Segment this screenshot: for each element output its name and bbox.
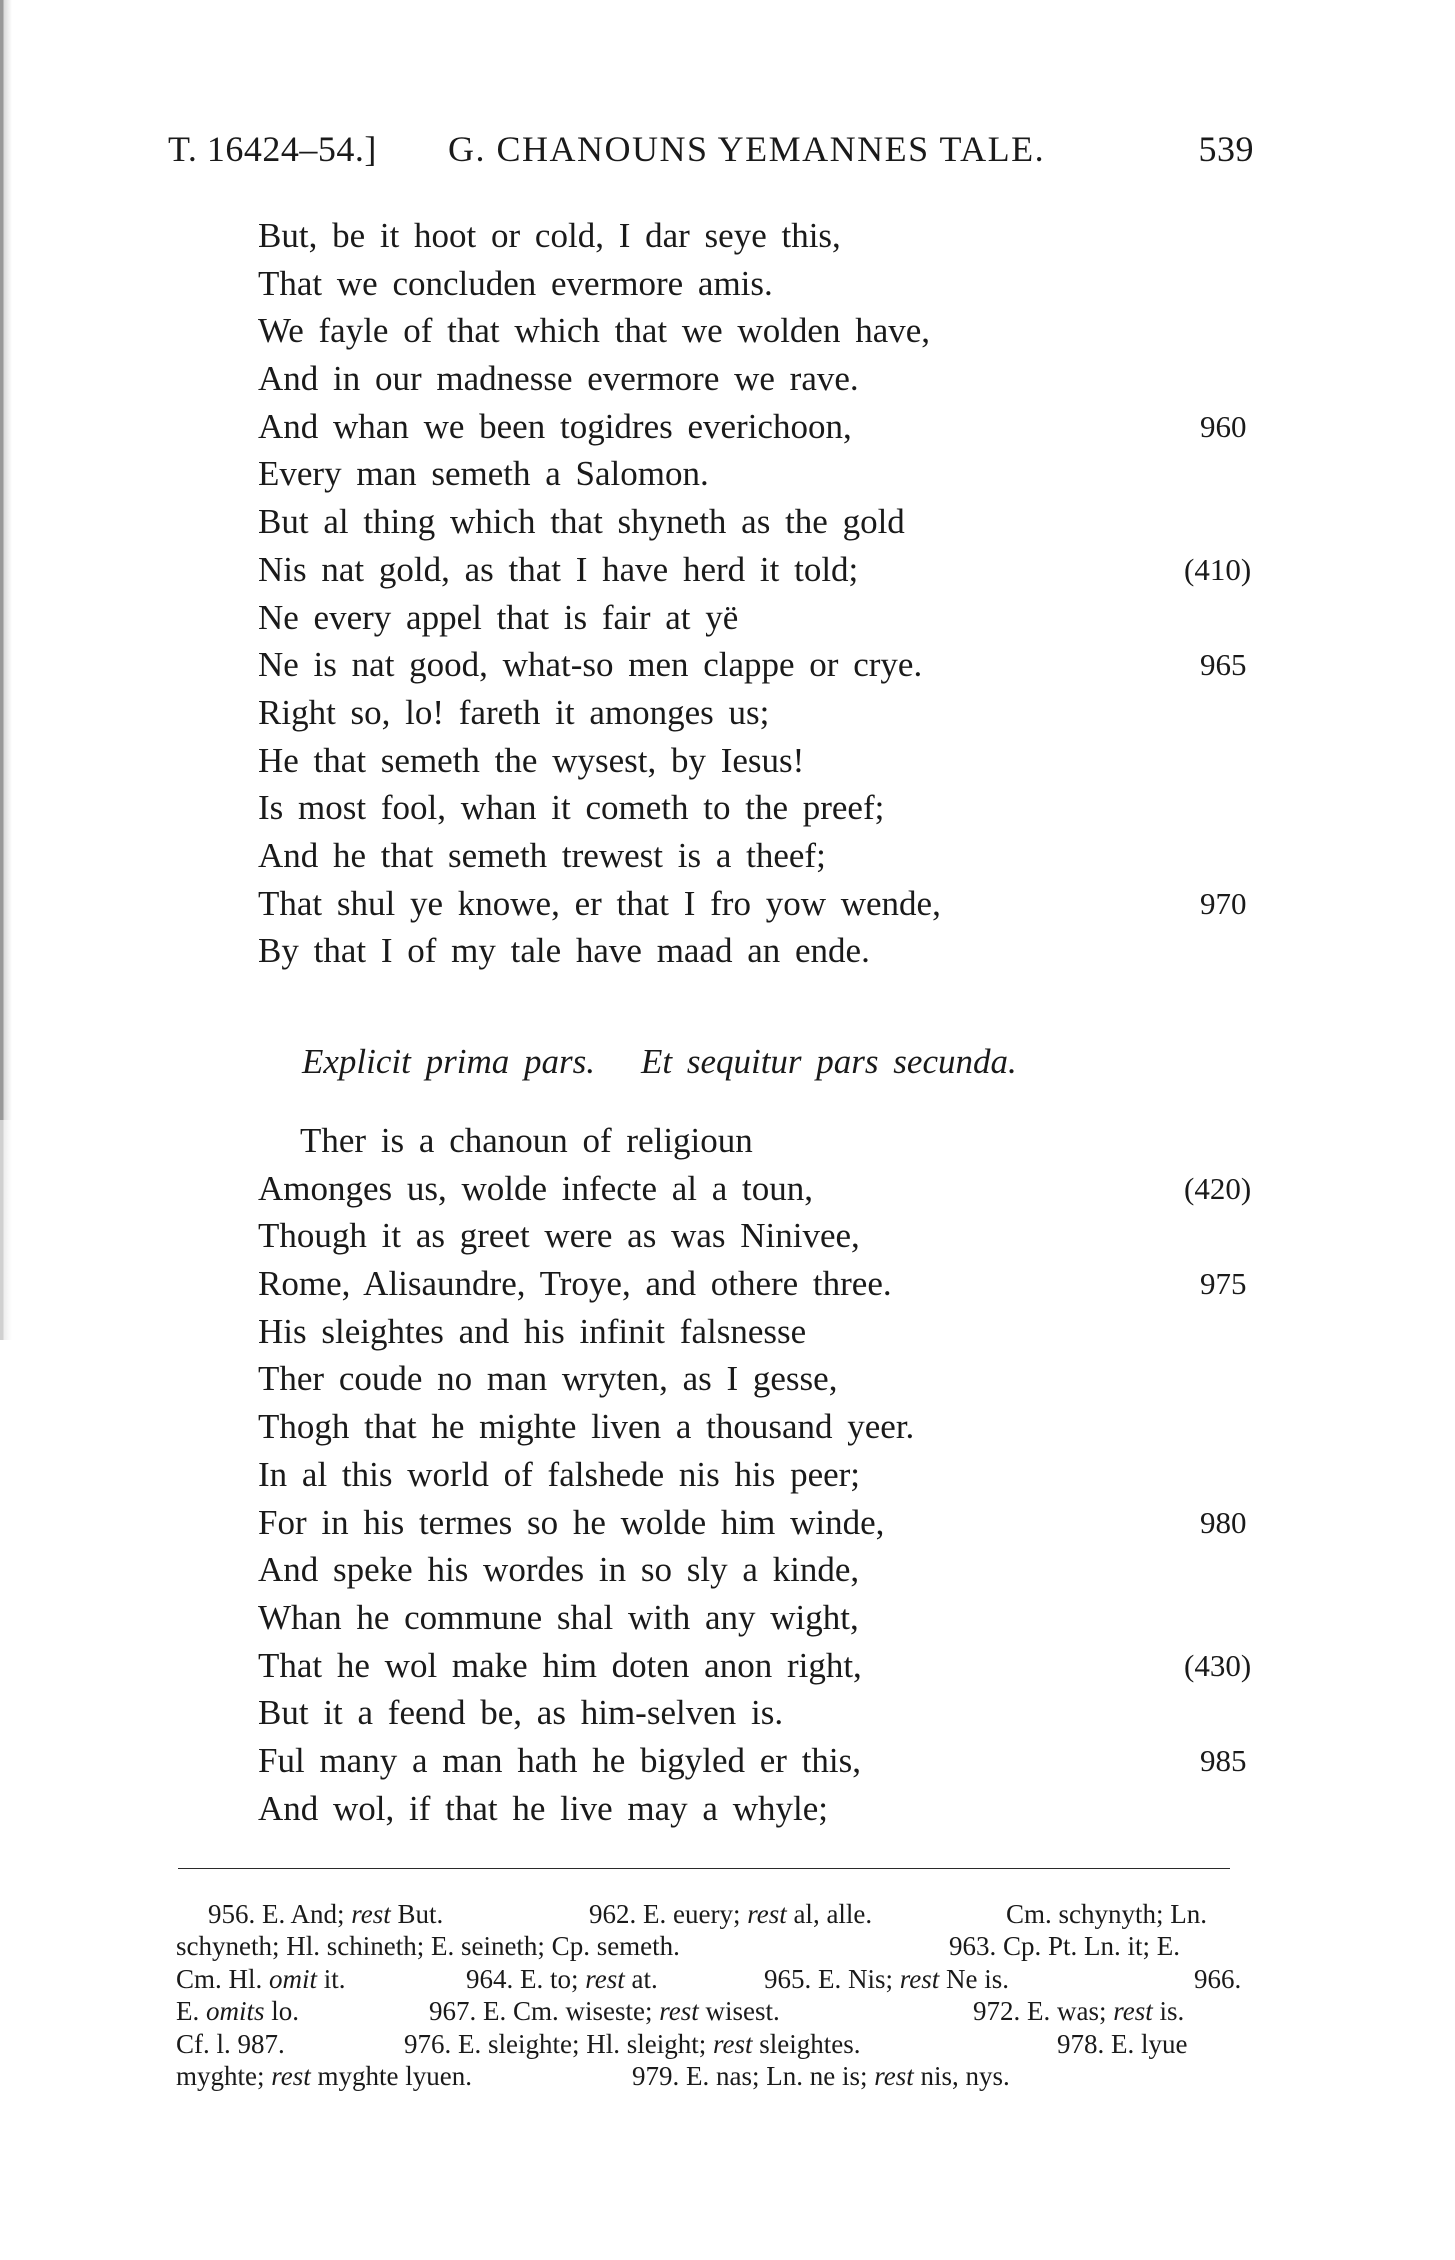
line-number: 980 xyxy=(1200,1504,1247,1540)
verse-text: But it a feend be, as him-selven is. xyxy=(258,1693,784,1733)
footnote-978-cont: myghte; rest myghte lyuen. xyxy=(176,2060,472,2091)
header-line-reference: T. 16424–54.] xyxy=(168,129,377,169)
footnote-967: 967. E. Cm. wiseste; rest wisest. xyxy=(429,1996,780,2027)
verse-line xyxy=(258,1117,1288,1165)
verse-text: Right so, lo! fareth it amonges us; xyxy=(258,692,770,732)
line-number: 970 xyxy=(1200,885,1247,921)
verse-line xyxy=(258,784,1288,832)
verse-line xyxy=(258,1355,1288,1403)
verse-text: And wol, if that he live may a whyle; xyxy=(258,1788,828,1828)
verse-line xyxy=(258,355,1288,403)
verse-text: Ne every appel that is fair at yë xyxy=(258,597,739,637)
verse-text: Amonges us, wolde infecte al a toun, xyxy=(258,1168,814,1208)
line-number: (420) xyxy=(1184,1170,1252,1206)
verse-text: Ful many a man hath he bigyled er this, xyxy=(258,1740,862,1780)
footnote-966-cont: E. omits lo. xyxy=(176,1996,300,2027)
verse-line xyxy=(258,1689,1288,1737)
footnote-line xyxy=(176,2028,1268,2060)
verse-text: That he wol make him doten anon right, xyxy=(258,1645,862,1685)
footnote-972: 972. E. was; rest is. xyxy=(973,1996,1185,2027)
verse-text: That we concluden evermore amis. xyxy=(258,263,773,303)
verse-text: But al thing which that shyneth as the gold xyxy=(258,502,905,542)
verse-text: Ther coude no man wryten, as I gesse, xyxy=(258,1359,838,1399)
verse-text: Is most fool, whan it cometh to the preef; xyxy=(258,788,885,828)
verse-block-prima-pars xyxy=(258,212,1288,975)
verse-line xyxy=(258,1499,1288,1547)
verse-line xyxy=(258,1451,1288,1499)
explicit-label: Explicit prima pars. xyxy=(302,1042,595,1081)
line-number: (410) xyxy=(1184,551,1252,587)
verse-line xyxy=(258,1642,1288,1690)
verse-line xyxy=(258,832,1288,880)
footnote-976: 976. E. sleighte; Hl. sleight; rest sleightes. xyxy=(404,2028,861,2059)
footnote-965: 965. E. Nis; rest Ne is. xyxy=(764,1963,1010,1994)
footnote-956: 956. E. And; rest But. xyxy=(208,1899,444,1929)
verse-text: That shul ye knowe, er that I fro yow wende, xyxy=(258,883,941,923)
verse-line xyxy=(258,1165,1288,1213)
line-number: 975 xyxy=(1200,1266,1247,1302)
verse-line xyxy=(258,641,1288,689)
footnote-962: 962. E. euery; rest al, alle. xyxy=(589,1899,873,1929)
footnote-963-cont: Cm. Hl. omit it. xyxy=(176,1963,346,1994)
sequitur-label: Et sequitur pars secunda. xyxy=(640,1042,1017,1081)
verse-line xyxy=(258,212,1288,260)
header-title: G. CHANOUNS YEMANNES TALE. xyxy=(448,129,1046,169)
verse-line xyxy=(258,1737,1288,1785)
footnote-line xyxy=(176,1898,1268,1930)
verse-text: Rome, Alisaundre, Troye, and othere three. xyxy=(258,1264,892,1304)
verse-line xyxy=(258,1594,1288,1642)
binding-shadow-lower xyxy=(0,1120,14,1340)
footnotes xyxy=(176,1898,1268,2092)
footnote-963: 963. Cp. Pt. Ln. it; E. xyxy=(949,1931,1181,1962)
section-transition xyxy=(302,1042,1017,1082)
verse-line xyxy=(258,1546,1288,1594)
verse-text: We fayle of that which that we wolden have, xyxy=(258,311,931,351)
verse-text: Thogh that he mighte liven a thousand yeer. xyxy=(258,1407,915,1447)
page-number: 539 xyxy=(1198,129,1254,169)
footnote-979: 979. E. nas; Ln. ne is; rest nis, nys. xyxy=(632,2060,1010,2091)
verse-line xyxy=(258,546,1288,594)
verse-line xyxy=(258,1308,1288,1356)
line-number: 965 xyxy=(1200,647,1247,683)
verse-line xyxy=(258,260,1288,308)
binding-shadow xyxy=(0,0,14,1120)
verse-text: He that semeth the wysest, by Iesus! xyxy=(258,740,805,780)
verse-text: And speke his wordes in so sly a kinde, xyxy=(258,1550,860,1590)
verse-line xyxy=(258,1260,1288,1308)
verse-text: Nis nat gold, as that I have herd it told; xyxy=(258,549,859,589)
running-header xyxy=(168,128,1268,174)
verse-line xyxy=(258,880,1288,928)
line-number: 960 xyxy=(1200,408,1247,444)
verse-line xyxy=(258,1785,1288,1833)
verse-block-secunda-pars xyxy=(258,1117,1288,1832)
line-number: 985 xyxy=(1200,1742,1247,1778)
verse-line xyxy=(258,403,1288,451)
verse-text: But, be it hoot or cold, I dar seye this, xyxy=(258,216,841,255)
verse-line xyxy=(258,498,1288,546)
verse-text: For in his termes so he wolde him winde, xyxy=(258,1502,885,1542)
footnote-line xyxy=(176,1963,1268,1995)
footnote-962-cont: schyneth; Hl. schineth; E. seineth; Cp. semeth. xyxy=(176,1931,680,1962)
verse-line xyxy=(258,594,1288,642)
verse-text: Whan he commune shal with any wight, xyxy=(258,1597,859,1637)
verse-text: In al this world of falshede nis his peer; xyxy=(258,1454,861,1494)
verse-line xyxy=(258,927,1288,975)
verse-text: By that I of my tale have maad an ende. xyxy=(258,931,870,971)
footnote-line xyxy=(176,2060,1268,2092)
footnote-964: 964. E. to; rest at. xyxy=(466,1963,658,1994)
verse-text: And whan we been togidres everichoon, xyxy=(258,406,852,446)
footnote-cross-ref: Cf. l. 987. xyxy=(176,2028,285,2059)
footnote-rule xyxy=(178,1868,1230,1869)
verse-line xyxy=(258,1403,1288,1451)
verse-line xyxy=(258,450,1288,498)
footnote-978: 978. E. lyue xyxy=(1057,2028,1188,2059)
verse-text: Ne is nat good, what-so men clappe or crye. xyxy=(258,645,923,685)
verse-text: And he that semeth trewest is a theef; xyxy=(258,835,826,875)
verse-line xyxy=(258,307,1288,355)
verse-text: Ther is a chanoun of religioun xyxy=(300,1121,753,1160)
footnote-line xyxy=(176,1995,1268,2027)
line-number: (430) xyxy=(1184,1647,1252,1683)
footnote-962-cont: Cm. schynyth; Ln. xyxy=(1006,1899,1207,1929)
footnote-line xyxy=(176,1930,1268,1962)
verse-line xyxy=(258,737,1288,785)
verse-line xyxy=(258,1212,1288,1260)
verse-text: His sleightes and his infinit falsnesse xyxy=(258,1311,807,1351)
verse-text: Every man semeth a Salomon. xyxy=(258,454,709,494)
verse-line xyxy=(258,689,1288,737)
verse-text: Though it as greet were as was Ninivee, xyxy=(258,1216,860,1256)
verse-text: And in our madnesse evermore we rave. xyxy=(258,359,859,399)
footnote-966: 966. xyxy=(1194,1963,1242,1994)
